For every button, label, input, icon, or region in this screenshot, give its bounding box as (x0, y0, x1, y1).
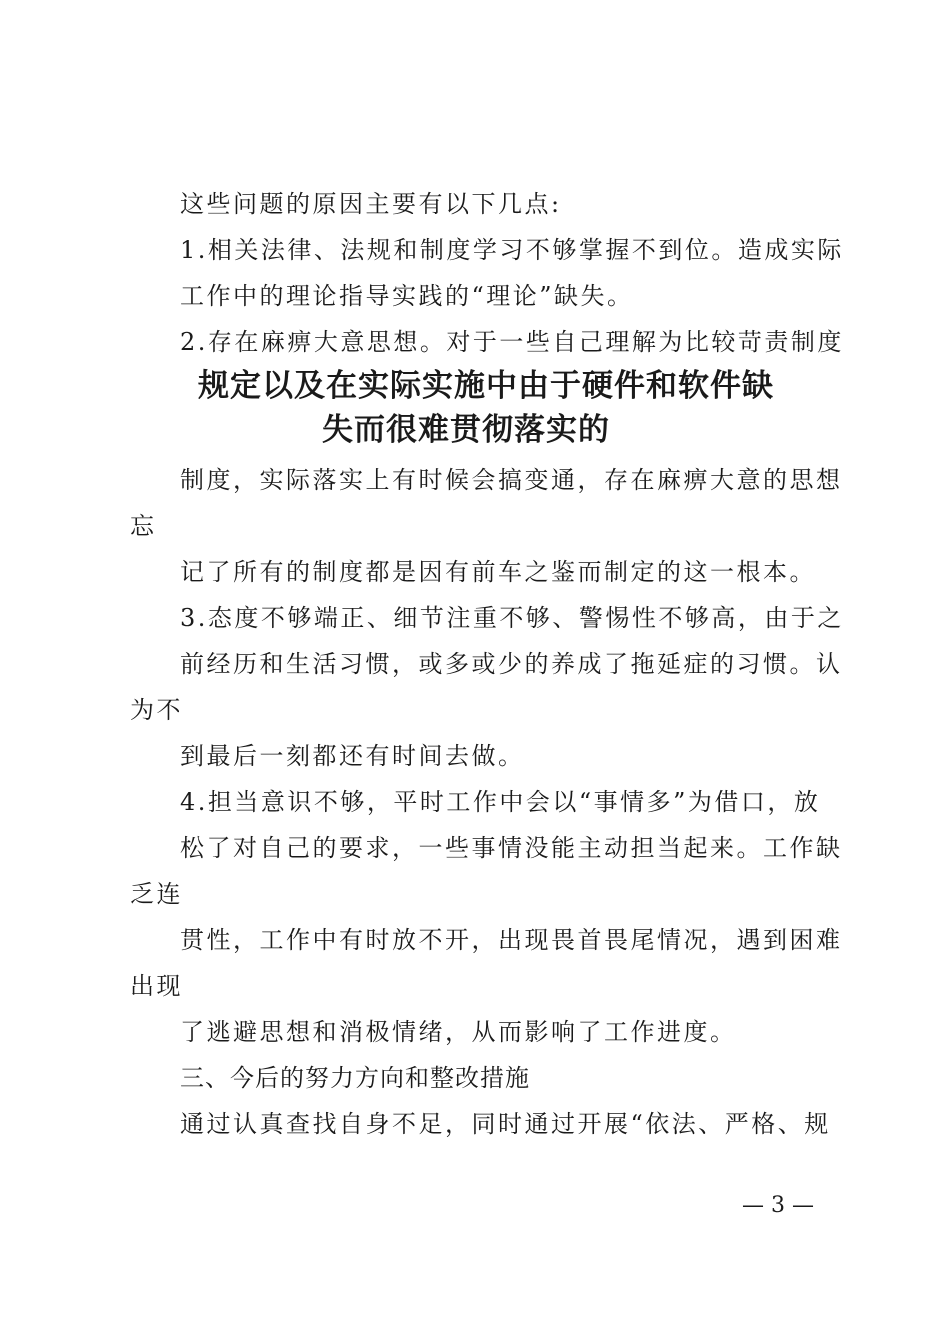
paragraph-point-4-line-2: 松了对自己的要求，一些事情没能主动担当起来。工作缺 (180, 834, 843, 862)
paragraph-point-4-line-1: 4.担当意识不够，平时工作中会以“事情多”为借口，放 (180, 788, 821, 816)
paragraph-point-3-line-4: 到最后一刻都还有时间去做。 (180, 742, 525, 770)
paragraph-point-1-line-2: 工作中的理论指导实践的“理论”缺失。 (180, 282, 634, 310)
paragraph-point-3-line-1: 3.态度不够端正、细节注重不够、警惕性不够高，由于之 (180, 604, 844, 632)
page-number: — 3 — (742, 1193, 814, 1218)
paragraph-point-2-line-4: 记了所有的制度都是因有前车之鉴而制定的这一根本。 (180, 558, 816, 586)
paragraph-point-2-line-2: 制度，实际落实上有时候会搞变通，存在麻痹大意的思想 (180, 466, 843, 494)
paragraph-point-2-line-1: 2.存在麻痹大意思想。对于一些自己理解为比较苛责制度 (180, 328, 844, 356)
paragraph-point-4-line-6: 了逃避思想和消极情绪，从而影响了工作进度。 (180, 1018, 737, 1046)
paragraph-point-3-line-3: 为不 (130, 696, 183, 724)
bold-heading-line-1: 规定以及在实际实施中由于硬件和软件缺 (198, 368, 774, 404)
section-title: 三、今后的努力方向和整改措施 (180, 1064, 530, 1092)
bold-heading-line-2: 失而很难贯彻落实的 (322, 412, 610, 448)
paragraph-point-3-line-2: 前经历和生活习惯，或多或少的养成了拖延症的习惯。认 (180, 650, 843, 678)
paragraph-point-4-line-5: 出现 (130, 972, 183, 1000)
paragraph-measures-line-1: 通过认真查找自身不足，同时通过开展“依法、严格、规 (180, 1110, 831, 1138)
paragraph-point-2-line-3: 忘 (130, 512, 157, 540)
paragraph-point-4-line-3: 乏连 (130, 880, 183, 908)
paragraph-intro: 这些问题的原因主要有以下几点: (180, 190, 562, 218)
paragraph-point-1-line-1: 1.相关法律、法规和制度学习不够掌握不到位。造成实际 (180, 236, 844, 264)
paragraph-point-4-line-4: 贯性，工作中有时放不开，出现畏首畏尾情况，遇到困难 (180, 926, 843, 954)
